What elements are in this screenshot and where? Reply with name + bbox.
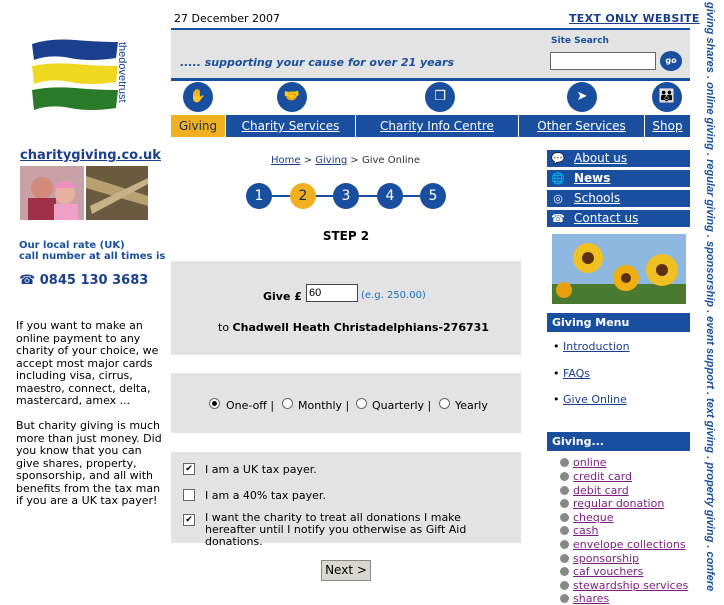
next-button[interactable]: Next > (321, 560, 371, 581)
giving-option-cash[interactable] (560, 524, 599, 537)
faqs-link[interactable]: FAQs (563, 367, 591, 380)
giving-option-link[interactable]: cash (573, 524, 599, 537)
giving-option-link[interactable]: cheque (573, 511, 614, 524)
frequency-one-off-label: One-off | (226, 399, 275, 412)
search-go-button[interactable]: go (660, 51, 682, 71)
about-us-link[interactable] (547, 150, 690, 167)
speech-bubble-icon: 💬 (551, 152, 565, 165)
bullet-icon (560, 472, 569, 481)
contact-us-label: Contact us (574, 211, 639, 225)
breadcrumb-current: Give Online (361, 155, 420, 166)
tab-other-services[interactable]: Other Services (519, 115, 645, 137)
brand-name-vertical (116, 40, 130, 120)
vertical-strip-text: giving shares . online giving . regular giving . sponsorship . event support . text giving . property giving . confere (704, 2, 716, 592)
phone-icon: ☎ (19, 273, 36, 288)
news-label: News (574, 171, 611, 185)
intro-paragraph: If you want to make an online payment to any charity of your choice, we accept most major cards including visa, cirrus, maestro, connect, delta, mastercard, amex ... (16, 319, 159, 407)
giving-option-link[interactable]: online (573, 456, 607, 469)
give-amount-input[interactable] (306, 284, 358, 302)
bullet-icon (560, 554, 569, 563)
step-1: 1 (246, 183, 272, 209)
recipient-name: Chadwell Heath Christadelphians-276731 (232, 321, 489, 334)
giving-menu-give-online[interactable]: • Give Online (553, 393, 627, 406)
giving-option-cheque[interactable] (560, 511, 614, 524)
giving-option-credit-card[interactable] (560, 470, 632, 483)
giving-option-link[interactable]: envelope collections (573, 538, 686, 551)
sunflowers-image (552, 234, 686, 304)
current-date: 27 December 2007 (174, 12, 281, 25)
higher-rate-taxpayer-label: I am a 40% tax payer. (205, 489, 326, 502)
giving-option-envelope-collections[interactable] (560, 538, 686, 551)
give-online-link[interactable]: Give Online (563, 393, 627, 406)
giving-hand-icon[interactable]: ✋ (183, 82, 213, 112)
giving-option-stewardship-services[interactable] (560, 579, 688, 592)
schools-label: Schools (574, 191, 621, 205)
documents-icon[interactable]: ❐ (425, 82, 455, 112)
give-amount-panel (171, 261, 521, 355)
schools-link[interactable] (547, 190, 690, 207)
about-us-label: About us (574, 151, 628, 165)
frequency-one-off-radio[interactable] (209, 398, 220, 409)
giving-option-caf-vouchers[interactable] (560, 565, 643, 578)
text-only-link[interactable]: TEXT ONLY WEBSITE (569, 12, 700, 25)
giving-option-link[interactable]: regular donation (573, 497, 665, 510)
site-search-input[interactable] (550, 52, 656, 70)
contact-us-link[interactable] (547, 210, 690, 227)
frequency-monthly-radio[interactable] (282, 398, 293, 409)
uk-taxpayer-checkbox[interactable]: ✔ (183, 463, 195, 475)
step-5: 5 (420, 183, 446, 209)
giving-option-link[interactable]: debit card (573, 484, 629, 497)
bullet-icon (560, 513, 569, 522)
frequency-monthly-label: Monthly | (298, 399, 350, 412)
people-icon[interactable]: 👪 (652, 82, 682, 112)
breadcrumb-separator: > (347, 155, 362, 166)
site-search-label: Site Search (551, 36, 609, 46)
giving-option-regular-donation[interactable] (560, 497, 664, 510)
tab-charity-services[interactable]: Charity Services (226, 115, 356, 137)
phone-number-text: 0845 130 3683 (39, 273, 149, 288)
bullet-icon (560, 526, 569, 535)
recipient-prefix: to (218, 321, 233, 334)
step-3: 3 (333, 183, 359, 209)
pointer-icon[interactable]: ➤ (567, 82, 597, 112)
gift-aid-checkbox[interactable]: ✔ (183, 514, 195, 526)
give-amount-label: Give £ (263, 290, 302, 303)
charitygiving-link[interactable]: charitygiving.co.uk (20, 148, 161, 163)
frequency-quarterly-radio[interactable] (356, 398, 367, 409)
step-title: STEP 2 (322, 229, 370, 243)
uk-taxpayer-label: I am a UK tax payer. (205, 463, 317, 476)
frequency-yearly-radio[interactable] (439, 398, 450, 409)
handshake-icon[interactable]: 🤝 (277, 82, 307, 112)
giving-option-link[interactable]: caf vouchers (573, 565, 644, 578)
giving-menu-introduction[interactable]: • Introduction (553, 340, 630, 353)
target-icon: ◎ (553, 192, 563, 205)
bullet-icon (560, 486, 569, 495)
breadcrumb-giving[interactable]: Giving (315, 155, 348, 166)
giving-option-link[interactable]: stewardship services (573, 579, 689, 592)
giving-option-link[interactable]: sponsorship (573, 552, 640, 565)
phone-number (19, 273, 148, 288)
tab-giving[interactable]: Giving (171, 115, 226, 137)
introduction-link[interactable]: Introduction (563, 340, 630, 353)
bullet-icon (560, 499, 569, 508)
tagline: ..... supporting your cause for over 21 years (180, 56, 455, 69)
recipient-line (218, 321, 489, 334)
step-4: 4 (377, 183, 403, 209)
breadcrumb (271, 155, 420, 166)
brand-name-text: thedovetrust (116, 42, 128, 103)
gift-aid-label: I want the charity to treat all donations I make hereafter until I notify you otherwise as Gift Aid donations. (205, 511, 467, 548)
giving-option-link[interactable]: credit card (573, 470, 633, 483)
tab-shop[interactable]: Shop (652, 119, 683, 133)
bullet-icon (560, 594, 569, 603)
bullet-icon (560, 581, 569, 590)
bullet-icon (560, 567, 569, 576)
bullet-icon (560, 540, 569, 549)
giving-menu-heading: Giving Menu (547, 313, 690, 332)
giving-option-link[interactable]: shares (573, 592, 610, 605)
amount-example: (e.g. 250.00) (361, 290, 426, 301)
local-rate-line2: call number at all times is (19, 251, 166, 262)
telephone-icon: ☎ (551, 212, 565, 225)
higher-rate-taxpayer-checkbox[interactable] (183, 489, 195, 501)
globe-icon: 🌐 (551, 172, 565, 185)
giving-option-debit-card[interactable] (560, 484, 629, 497)
giving-option-online[interactable] (560, 456, 607, 469)
dove-trust-logo[interactable] (30, 36, 150, 120)
tab-charity-info-centre[interactable]: Charity Info Centre (356, 115, 519, 137)
children-photo (20, 166, 148, 220)
local-rate-line1: Our local rate (UK) (19, 240, 125, 251)
local-rate-note (19, 240, 165, 262)
main-nav (171, 115, 690, 137)
giving-option-sponsorship[interactable] (560, 552, 639, 565)
giving-menu-faqs[interactable]: • FAQs (553, 367, 591, 380)
bullet-icon (560, 458, 569, 467)
breadcrumb-home[interactable]: Home (271, 155, 301, 166)
giving-options-heading: Giving... (547, 432, 690, 451)
frequency-quarterly-label: Quarterly | (372, 399, 432, 412)
breadcrumb-separator: > (300, 155, 316, 166)
frequency-yearly-label: Yearly (455, 399, 488, 412)
news-link[interactable] (547, 170, 690, 187)
giving-benefits-paragraph: But charity giving is much more than just money. Did you know that you can give shares, property, sponsorship, and all with benefits from the tax man if you are a UK tax payer! (16, 419, 162, 507)
step-2-current: 2 (290, 183, 316, 209)
giving-option-shares[interactable] (560, 592, 609, 605)
vertical-giving-strip (698, 0, 724, 600)
